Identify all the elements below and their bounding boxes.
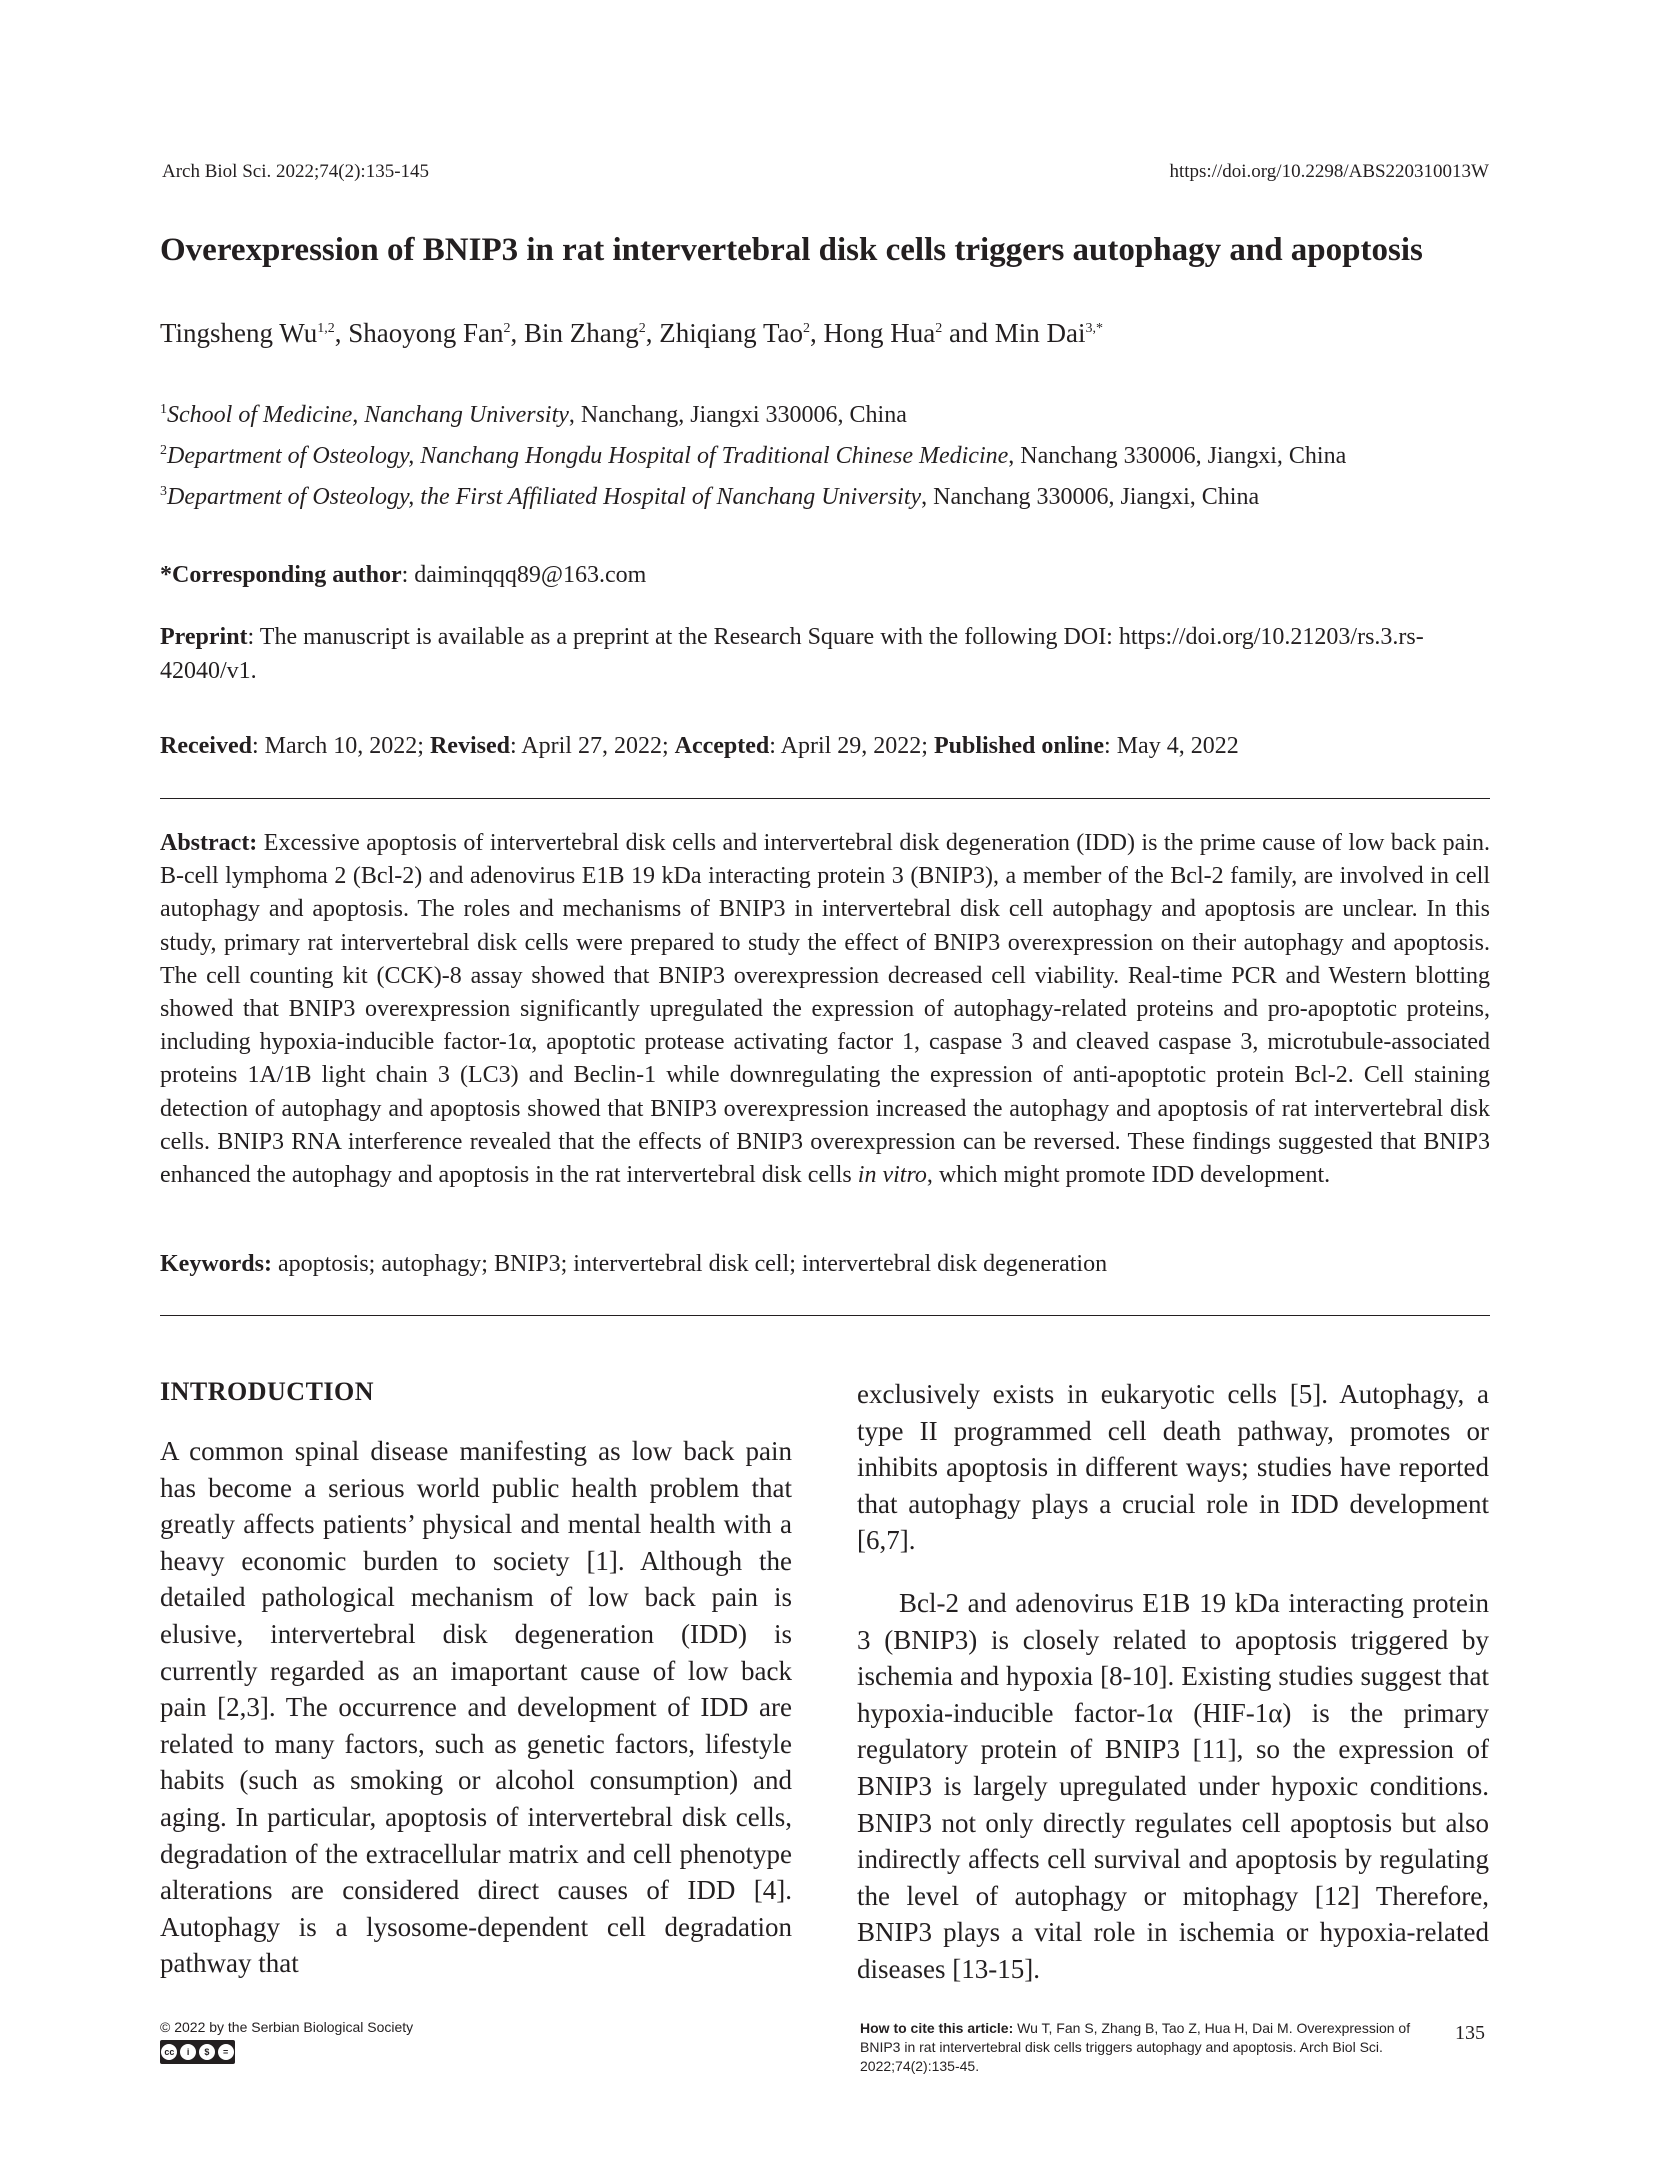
- doi-link[interactable]: https://doi.org/10.2298/ABS220310013W: [1169, 161, 1489, 182]
- affiliation-number: 1: [160, 402, 167, 417]
- abstract-italic-text: in vitro: [857, 1162, 927, 1189]
- author-affiliation-mark: 2: [935, 321, 943, 336]
- author-separator: and: [942, 318, 995, 348]
- author-name: Bin Zhang: [523, 318, 639, 348]
- author-affiliation-mark: 1,2: [317, 321, 335, 336]
- author-name: Tingsheng Wu: [160, 318, 318, 348]
- author-name: Shaoyong Fan: [348, 318, 504, 348]
- corresponding-author-email[interactable]: daiminqqq89@163.com: [414, 562, 647, 588]
- preprint-label: Preprint: [160, 624, 248, 650]
- body-column-right: [857, 1376, 1489, 1988]
- creative-commons-license-icon[interactable]: [160, 2040, 235, 2064]
- citation-box: [860, 2019, 1420, 2076]
- affiliation-number: 3: [160, 484, 167, 499]
- author-affiliation-mark: 3,*: [1085, 321, 1104, 336]
- corresponding-author-label: *Corresponding author: [160, 562, 402, 588]
- divider: [160, 798, 1490, 799]
- affiliation-2: [160, 443, 1346, 470]
- author-affiliation-mark: 2: [638, 321, 646, 336]
- abstract-label: Abstract:: [160, 830, 258, 856]
- noncommercial-icon: $: [199, 2044, 215, 2060]
- date-value: March 10, 2022: [264, 733, 418, 759]
- attribution-icon: i: [180, 2044, 196, 2060]
- corresponding-author: *Corresponding author: daiminqqq89@163.com: [160, 562, 647, 588]
- article-dates: Received: March 10, 2022; Revised: April 27, 2022; Accepted: April 29, 2022; Published online: May 4, 2022: [160, 733, 1239, 759]
- author-name: Hong Hua: [823, 318, 936, 348]
- keywords-text: apoptosis; autophagy; BNIP3; intervertebral disk cell; intervertebral disk degeneration: [277, 1251, 1108, 1277]
- author-separator: ,: [645, 318, 660, 348]
- affiliation-place: , Nanchang 330006, Jiangxi, China: [921, 484, 1260, 510]
- abstract: [160, 827, 1490, 1192]
- date-value: May 4, 2022: [1116, 733, 1239, 759]
- citation-label: How to cite this article:: [860, 2020, 1014, 2036]
- body-column-left: [160, 1433, 792, 1982]
- author-separator: ,: [810, 318, 824, 348]
- affiliation-1: [160, 402, 907, 429]
- affiliation-name: School of Medicine, Nanchang University: [167, 402, 569, 428]
- date-label: Accepted: [674, 733, 770, 759]
- date-value: April 27, 2022: [521, 733, 662, 759]
- cc-icon: cc: [161, 2044, 177, 2060]
- keywords: [160, 1251, 1107, 1278]
- affiliation-place: , Nanchang 330006, Jiangxi, China: [1008, 443, 1347, 469]
- noderivatives-icon: =: [218, 2044, 234, 2060]
- paragraph: exclusively exists in eukaryotic cells [5]. Autophagy, a type II programmed cell death pathway, promotes or inhibits apoptosis in different ways; studies have reported that autophagy plays a crucial role in IDD development [6,7].: [857, 1379, 1489, 1556]
- date-value: April 29, 2022: [780, 733, 922, 759]
- page-number: 135: [1455, 2022, 1485, 2044]
- citation-text: Wu T, Fan S, Zhang B, Tao Z, Hua H, Dai M. Overexpression of BNIP3 in rat intervertebral disk cells triggers autophagy and apoptosis. Arch Biol Sci. 2022;74(2):135-45.: [860, 2020, 1411, 2074]
- keywords-label: Keywords:: [160, 1251, 272, 1277]
- date-label: Published online: [933, 733, 1105, 759]
- date-label: Revised: [429, 733, 510, 759]
- affiliation-number: 2: [160, 443, 167, 458]
- section-heading-introduction: INTRODUCTION: [160, 1377, 375, 1406]
- preprint-text: The manuscript is available as a preprint at the Research Square with the following DOI: https://doi.org/10.21203/rs.3.rs-42040/v1.: [160, 624, 1424, 684]
- affiliation-3: [160, 484, 1259, 511]
- paragraph: A common spinal disease manifesting as low back pain has become a serious world public health problem that greatly affects patients’ physical and mental health with a heavy economic burden to society [1]. Although the detailed pathological mechanism of low back pain is elusive, intervertebral disk degeneration (IDD) is currently regarded as an imaportant cause of low back pain [2,3]. The occurrence and development of IDD are related to many factors, such as genetic factors, lifestyle habits (such as smoking or alcohol consumption) and aging. In particular, apoptosis of intervertebral disk cells, degradation of the extracellular matrix and cell phenotype alterations are considered direct causes of IDD [4]. Autophagy is a lysosome-dependent cell degradation pathway that: [160, 1436, 792, 1979]
- copyright-notice: © 2022 by the Serbian Biological Society: [160, 2019, 414, 2035]
- author-affiliation-mark: 2: [503, 321, 511, 336]
- author-separator: ,: [510, 318, 524, 348]
- affiliation-name: Department of Osteology, Nanchang Hongdu Hospital of Traditional Chinese Medicine: [167, 443, 1009, 469]
- affiliation-place: , Nanchang, Jiangxi 330006, China: [568, 402, 907, 428]
- author-name: Zhiqiang Tao: [659, 318, 804, 348]
- author-name: Min Dai: [994, 318, 1086, 348]
- abstract-text-end: , which might promote IDD development.: [926, 1162, 1331, 1189]
- journal-reference: Arch Biol Sci. 2022;74(2):135-145: [162, 161, 430, 182]
- author-affiliation-mark: 2: [803, 321, 811, 336]
- paragraph: Bcl-2 and adenovirus E1B 19 kDa interacting protein 3 (BNIP3) is closely related to apoptosis triggered by ischemia and hypoxia [8-10]. Existing studies suggest that hypoxia-inducible factor-1α (HIF-1α) is the primary regulatory protein of BNIP3 [11], so the expression of BNIP3 is largely upregulated under hypoxic conditions. BNIP3 not only directly regulates cell apoptosis but also indirectly affects cell survival and apoptosis by regulating the level of autophagy or mitophagy [12] Therefore, BNIP3 plays a vital role in ischemia or hypoxia-related diseases [13-15].: [857, 1587, 1489, 1984]
- affiliation-name: Department of Osteology, the First Affiliated Hospital of Nanchang University: [167, 484, 922, 510]
- divider: [160, 1315, 1490, 1316]
- preprint-note: Preprint: The manuscript is available as a preprint at the Research Square with the following DOI: https://doi.org/10.21203/rs.3.rs-42040/v1.: [160, 624, 1424, 684]
- date-label: Received: [160, 733, 252, 759]
- article-title: Overexpression of BNIP3 in rat intervertebral disk cells triggers autophagy and apoptosis: [160, 232, 1423, 268]
- author-list: [160, 318, 1103, 349]
- author-separator: ,: [334, 318, 349, 348]
- abstract-text: Excessive apoptosis of intervertebral disk cells and intervertebral disk degeneration (IDD) is the prime cause of low back pain. B-cell lymphoma 2 (Bcl-2) and adenovirus E1B 19 kDa interacting protein 3 (BNIP3), a member of the Bcl-2 family, are involved in cell autophagy and apoptosis. The roles and mechanisms of BNIP3 in intervertebral disk cell autophagy and apoptosis are unclear. In this study, primary rat intervertebral disk cells were prepared to study the effect of BNIP3 overexpression on their autophagy and apoptosis. The cell counting kit (CCK)-8 assay showed that BNIP3 overexpression decreased cell viability. Real-time PCR and Western blotting showed that BNIP3 overexpression significantly upregulated the expression of autophagy-related proteins and pro-apoptotic proteins, including hypoxia-inducible factor-1α, apoptotic protease activating factor 1, caspase 3 and cleaved caspase 3, microtubule-associated proteins 1A/1B light chain 3 (LC3) and Beclin-1 while downregulating the expression of anti-apoptotic protein Bcl-2. Cell staining detection of autophagy and apoptosis showed that BNIP3 overexpression increased the autophagy and apoptosis of rat intervertebral disk cells. BNIP3 RNA interference revealed that the effects of BNIP3 overexpression can be reversed. These findings suggested that BNIP3 enhanced the autophagy and apoptosis in the rat intervertebral disk cells: [160, 830, 1491, 1189]
